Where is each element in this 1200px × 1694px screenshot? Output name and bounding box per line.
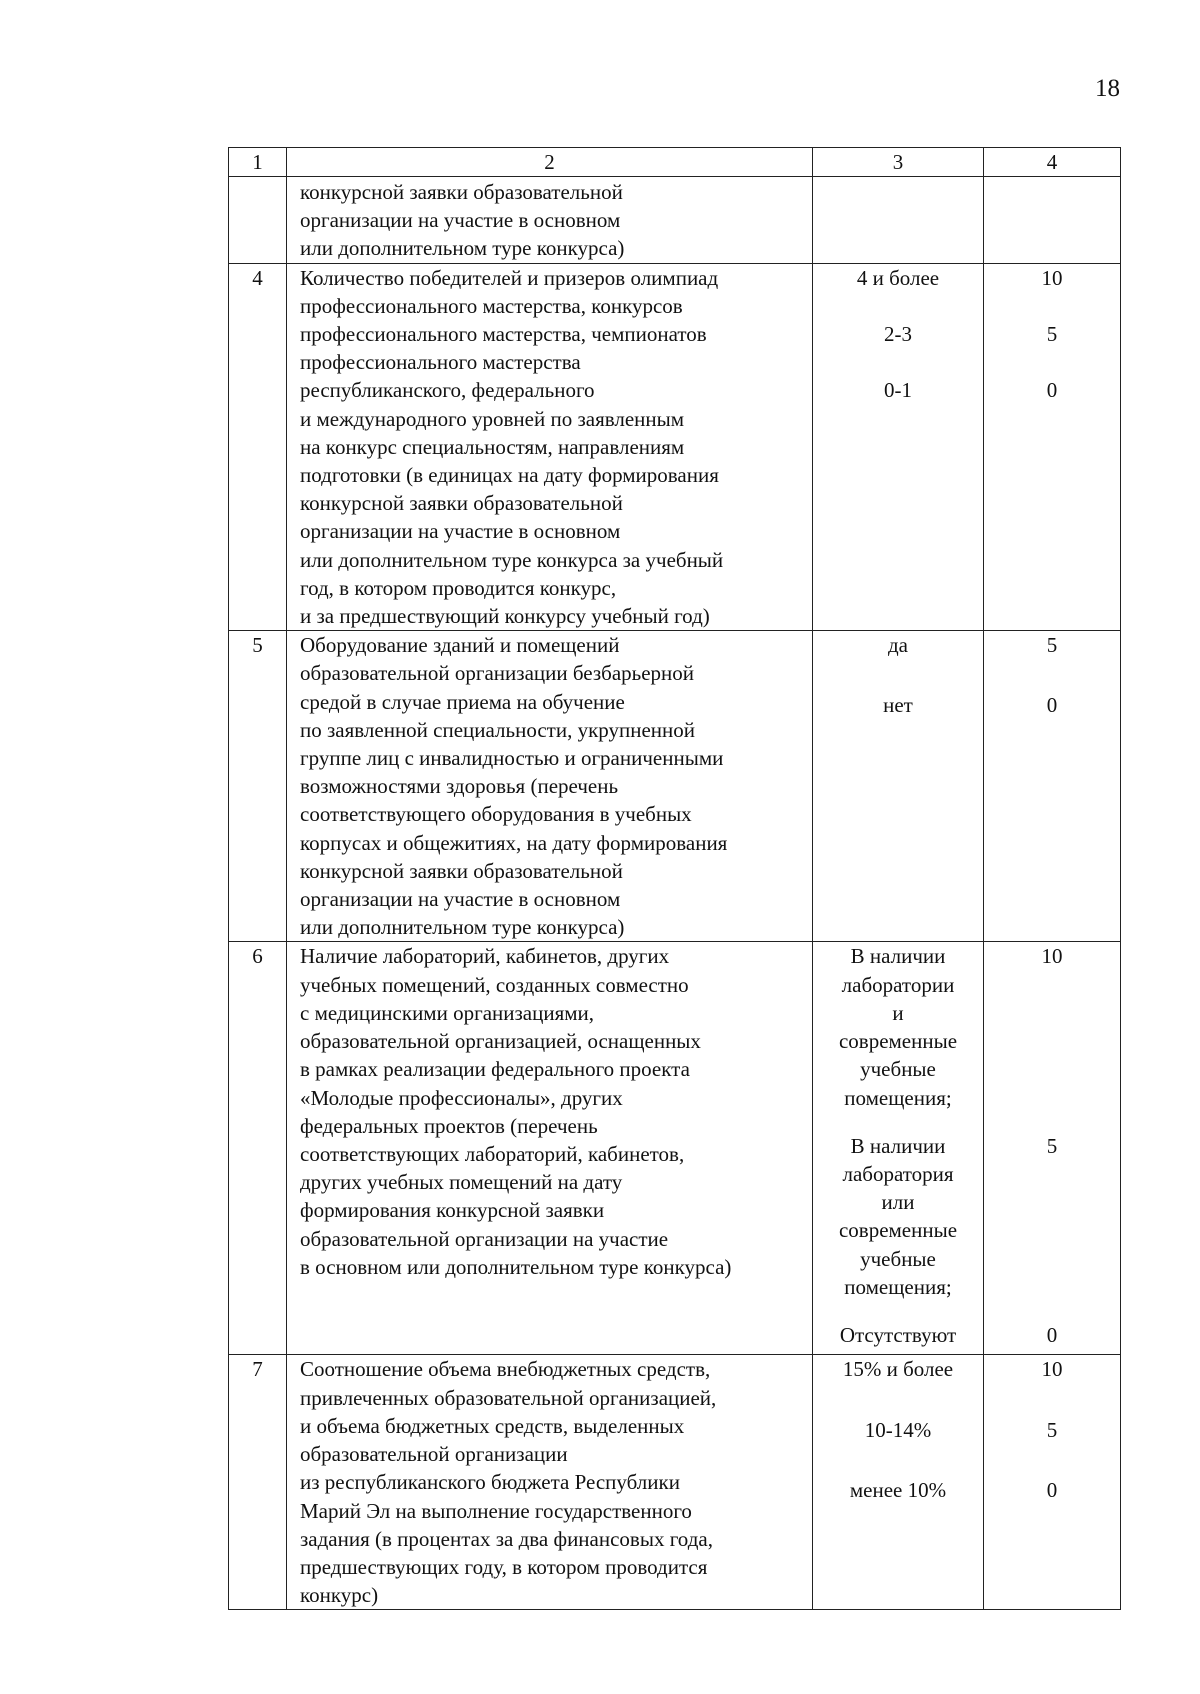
description-line: средой в случае приема на обучение (300, 689, 625, 714)
description-line: организации на участие в основном (300, 519, 621, 544)
description-line: профессионального мастерства, чемпионатов (300, 322, 707, 347)
points-cell (984, 942, 1121, 1355)
criterion-points: 0 (1046, 378, 1058, 403)
description-line: Марий Эл на выполнение государственного (300, 1498, 692, 1523)
criterion-description (287, 1355, 813, 1610)
criterion-value: 2-3 (884, 321, 912, 346)
description-line: образовательной организации безбарьерной (300, 661, 695, 686)
description-line: учебных помещений, созданных совместно (300, 972, 689, 997)
page-number: 18 (1095, 75, 1120, 102)
criterion-value: лаборатория (842, 1161, 954, 1186)
criterion-value: и (892, 1000, 904, 1025)
description-line: группе лиц с инвалидностью и ограниченными (300, 746, 724, 771)
row-number-cell: 5 (229, 631, 287, 942)
description-line: образовательной организации на участие (300, 1226, 669, 1251)
description-line: организации на участие в основном (300, 208, 621, 233)
table-row (229, 942, 1121, 1355)
criterion-value: лаборатории (841, 972, 955, 997)
row-number-cell: 4 (229, 263, 287, 631)
continuation-row (229, 177, 1121, 264)
criterion-points: 0 (1046, 1322, 1058, 1347)
criterion-value: 0-1 (884, 378, 912, 403)
description-line: или дополнительном туре конкурса за учебный (300, 547, 724, 572)
description-line: формирования конкурсной заявки (300, 1198, 605, 1223)
description-line: корпусах и общежитиях, на дату формирования (300, 830, 728, 855)
row-number-cell: 7 (229, 1355, 287, 1610)
description-line: соответствующего оборудования в учебных (300, 802, 692, 827)
value-cell (813, 263, 984, 631)
value-cell (813, 942, 984, 1355)
criterion-description (287, 631, 813, 942)
criterion-points: 10 (1041, 944, 1063, 969)
description-line: подготовки (в единицах на дату формирования (300, 463, 719, 488)
description-line: Соотношение объема внебюджетных средств, (300, 1357, 711, 1382)
description-line: из республиканского бюджета Республики (300, 1470, 680, 1495)
criterion-description (287, 942, 813, 1355)
value-cell (813, 177, 984, 264)
value-cell (813, 631, 984, 942)
criterion-value: учебные (860, 1246, 936, 1271)
criterion-value: учебные (860, 1057, 936, 1082)
criterion-value: да (887, 633, 908, 658)
description-line: образовательной организацией, оснащенных (300, 1029, 701, 1054)
description-line: конкурсной заявки образовательной (300, 858, 623, 883)
criterion-value: нет (883, 693, 913, 718)
description-line: возможностями здоровья (перечень (300, 774, 619, 799)
criterion-value: В наличии (850, 944, 946, 969)
value-option-group (813, 942, 983, 1111)
value-cell (813, 1355, 984, 1610)
criterion-points: 5 (1046, 1133, 1058, 1158)
description-line: предшествующих году, в котором проводится (300, 1554, 708, 1579)
header-row (229, 148, 1121, 177)
description-line: соответствующих лабораторий, кабинетов, (300, 1141, 685, 1166)
criterion-points: 0 (1046, 693, 1058, 718)
value-option-group (813, 1132, 983, 1301)
table-row (229, 1355, 1121, 1610)
description-line: год, в котором проводится конкурс, (300, 575, 617, 600)
description-line: конкурс) (300, 1583, 379, 1608)
description-line: в основном или дополнительном туре конкурса) (300, 1254, 732, 1279)
criterion-value: В наличии (850, 1133, 946, 1158)
header-cell: 3 (813, 148, 984, 177)
description-line: конкурсной заявки образовательной (300, 491, 623, 516)
row-number-cell (229, 177, 287, 264)
description-line: и объема бюджетных средств, выделенных (300, 1413, 685, 1438)
criterion-value: 15% и более (842, 1357, 954, 1382)
description-line: или дополнительном туре конкурса) (300, 915, 625, 940)
criterion-description (287, 177, 813, 264)
description-line: образовательной организации (300, 1442, 568, 1467)
description-line: профессионального мастерства (300, 350, 581, 375)
value-option-group (813, 1321, 983, 1349)
criteria-table (228, 147, 1121, 1610)
criterion-value: помещения; (844, 1274, 952, 1299)
description-line: других учебных помещений на дату (300, 1170, 623, 1195)
table-row (229, 263, 1121, 631)
description-line: федеральных проектов (перечень (300, 1113, 598, 1138)
criterion-points: 5 (1046, 321, 1058, 346)
description-line: задания (в процентах за два финансовых года, (300, 1526, 713, 1551)
description-line: с медицинскими организациями, (300, 1000, 595, 1025)
description-line: или дополнительном туре конкурса) (300, 236, 625, 261)
description-line: профессионального мастерства, конкурсов (300, 293, 683, 318)
criterion-points: 10 (1041, 265, 1063, 290)
criterion-value: помещения; (844, 1085, 952, 1110)
description-line: и международного уровней по заявленным (300, 406, 685, 431)
criterion-value: Отсутствуют (839, 1322, 957, 1347)
description-line: привлеченных образовательной организацией, (300, 1385, 717, 1410)
description-line: Количество победителей и призеров олимпиад (300, 265, 719, 290)
points-cell (984, 263, 1121, 631)
points-cell (984, 177, 1121, 264)
criterion-value: современные (838, 1029, 958, 1054)
criterion-value: или (881, 1190, 915, 1215)
points-cell (984, 1355, 1121, 1610)
description-line: республиканского, федерального (300, 378, 595, 403)
criterion-value: 10-14% (864, 1417, 932, 1442)
criterion-value: менее 10% (849, 1477, 947, 1502)
criterion-points: 10 (1041, 1357, 1063, 1382)
description-line: Оборудование зданий и помещений (300, 633, 620, 658)
description-line: организации на участие в основном (300, 887, 621, 912)
criterion-value: 4 и более (856, 265, 940, 290)
criterion-points: 0 (1046, 1477, 1058, 1502)
criterion-points: 5 (1046, 1417, 1058, 1442)
header-cell: 4 (984, 148, 1121, 177)
criterion-value: современные (838, 1218, 958, 1243)
description-line: на конкурс специальностям, направлениям (300, 434, 685, 459)
points-cell (984, 631, 1121, 942)
description-line: Наличие лабораторий, кабинетов, других (300, 944, 670, 969)
header-cell: 2 (287, 148, 813, 177)
row-number-cell: 6 (229, 942, 287, 1355)
description-line: в рамках реализации федерального проекта (300, 1057, 690, 1082)
description-line: «Молодые профессионалы», других (300, 1085, 623, 1110)
description-line: и за предшествующий конкурсу учебный год) (300, 604, 710, 629)
table-row (229, 631, 1121, 942)
description-line: по заявленной специальности, укрупненной (300, 717, 696, 742)
header-cell: 1 (229, 148, 287, 177)
criterion-points: 5 (1046, 633, 1058, 658)
criterion-description (287, 263, 813, 631)
description-line: конкурсной заявки образовательной (300, 180, 623, 204)
